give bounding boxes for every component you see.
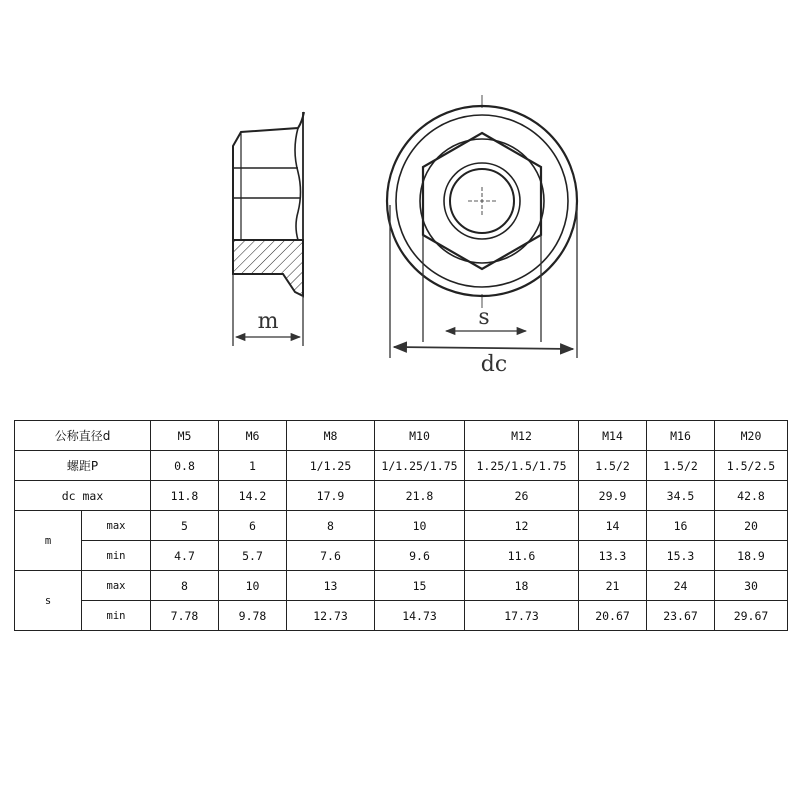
table-cell: 14.73 [375,601,465,631]
s-label: s [478,305,490,330]
table-cell: 18.9 [715,541,788,571]
m-label-cell: m [15,511,82,571]
table-cell: 21.8 [375,481,465,511]
table-cell: 24 [647,571,715,601]
m-min-row [15,541,788,571]
size-cell: M5 [151,421,219,451]
table-cell: 16 [647,511,715,541]
table-cell: 1.5/2 [579,451,647,481]
table-cell: 18 [465,571,579,601]
table-cell: 9.78 [219,601,287,631]
table-cell: 1.5/2 [647,451,715,481]
table-cell: 12 [465,511,579,541]
dc-label: dc [480,352,508,377]
m-max-label: max [82,511,151,541]
table-cell: 10 [219,571,287,601]
table-cell: 1 [219,451,287,481]
table-cell: 29.9 [579,481,647,511]
table-cell: 14.2 [219,481,287,511]
table-cell: 6 [219,511,287,541]
table-cell: 20 [715,511,788,541]
table-cell: 10 [375,511,465,541]
s-min-label: min [82,601,151,631]
table-cell: 8 [151,571,219,601]
table-cell: 1.5/2.5 [715,451,788,481]
table-cell: 17.73 [465,601,579,631]
table-cell: 12.73 [287,601,375,631]
dc-dimension [390,205,577,358]
table-cell: 34.5 [647,481,715,511]
table-cell: 1/1.25 [287,451,375,481]
table-cell: 11.8 [151,481,219,511]
table-cell: 20.67 [579,601,647,631]
dc-max-row [15,481,788,511]
s-max-label: max [82,571,151,601]
size-cell: M20 [715,421,788,451]
table-cell: 15 [375,571,465,601]
table-cell: 13 [287,571,375,601]
dc-max-label: dc max [15,481,151,511]
size-cell: M10 [375,421,465,451]
table-cell: 8 [287,511,375,541]
pitch-label: 螺距P [15,451,151,481]
table-cell: 5 [151,511,219,541]
size-cell: M6 [219,421,287,451]
table-cell: 23.67 [647,601,715,631]
table-cell: 21 [579,571,647,601]
nominal-diameter-label: 公称直径d [15,421,151,451]
size-cell: M16 [647,421,715,451]
table-cell: 7.6 [287,541,375,571]
spec-table [14,420,788,631]
m-min-label: min [82,541,151,571]
header-row [15,421,788,451]
m-label: m [257,309,279,334]
table-cell: 42.8 [715,481,788,511]
table-cell: 13.3 [579,541,647,571]
front-view [387,95,577,308]
size-cell: M12 [465,421,579,451]
table-cell: 1/1.25/1.75 [375,451,465,481]
table-cell: 4.7 [151,541,219,571]
table-cell: 0.8 [151,451,219,481]
table-cell: 26 [465,481,579,511]
table-cell: 11.6 [465,541,579,571]
table-cell: 5.7 [219,541,287,571]
side-view-hex-body [233,112,304,240]
table-cell: 9.6 [375,541,465,571]
table-cell: 15.3 [647,541,715,571]
table-cell: 29.67 [715,601,788,631]
s-max-row [15,571,788,601]
table-cell: 14 [579,511,647,541]
size-cell: M8 [287,421,375,451]
s-label-cell: s [15,571,82,631]
size-cell: M14 [579,421,647,451]
table-cell: 17.9 [287,481,375,511]
pitch-row [15,451,788,481]
side-view [233,112,304,296]
s-min-row [15,601,788,631]
table-cell: 30 [715,571,788,601]
m-max-row [15,511,788,541]
side-view-flange [233,240,303,296]
table-cell: 7.78 [151,601,219,631]
table-cell: 1.25/1.5/1.75 [465,451,579,481]
